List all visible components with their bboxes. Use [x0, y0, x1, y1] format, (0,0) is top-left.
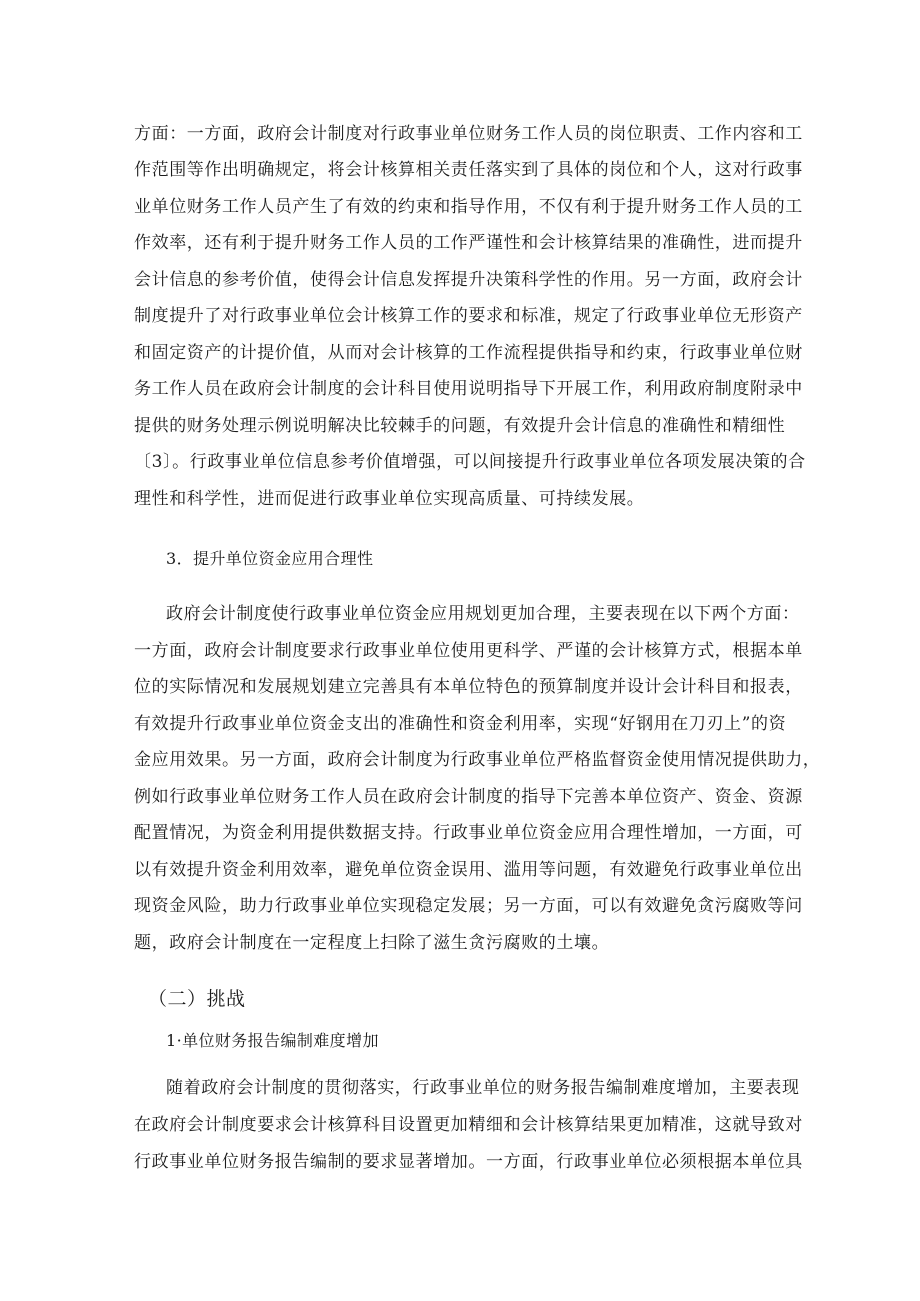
- section-heading-challenge: （二）挑战: [148, 988, 246, 1010]
- paragraph-line: 一方面，政府会计制度要求行政事业单位使用更科学、严谨的会计核算方式，根据本单: [134, 641, 803, 661]
- paragraph-line: 例如行政事业单位财务工作人员在政府会计制度的指导下完善本单位资产、资金、资源: [134, 787, 803, 807]
- paragraph-line: 题，政府会计制度在一定程度上扫除了滋生贪污腐败的土壤。: [134, 933, 610, 953]
- paragraph-line: 位的实际情况和发展规划建立完善具有本单位特色的预算制度并设计会计科目和报表，: [134, 677, 803, 697]
- paragraph-line: 会计信息的参考价值，使得会计信息发挥提升决策科学性的作用。另一方面，政府会计: [134, 270, 803, 290]
- paragraph-line: 〔3〕。行政事业单位信息参考价值增强，可以间接提升行政事业单位各项发展决策的合: [134, 452, 806, 472]
- paragraph-line: 行政事业单位财务报告编制的要求显著增加。一方面，行政事业单位必须根据本单位具: [134, 1152, 803, 1172]
- paragraph-line: 作效率，还有利于提升财务工作人员的工作严谨性和会计核算结果的准确性，进而提升: [134, 233, 803, 253]
- paragraph-line: 理性和科学性，进而促进行政事业单位实现高质量、可持续发展。: [134, 489, 645, 509]
- paragraph-line: 随着政府会计制度的贯彻落实，行政事业单位的财务报告编制难度增加，主要表现: [166, 1078, 800, 1098]
- section-heading-3: 3．提升单位资金应用合理性: [166, 549, 374, 568]
- paragraph-line: 在政府会计制度要求会计核算科目设置更加精细和会计核算结果更加精准，这就导致对: [134, 1115, 803, 1135]
- paragraph-line: 配置情况，为资金利用提供数据支持。行政事业单位资金应用合理性增加，一方面，可: [134, 823, 803, 843]
- paragraph-line: 政府会计制度使行政事业单位资金应用规划更加合理，主要表现在以下两个方面：: [166, 604, 800, 624]
- paragraph-line: 现资金风险，助力行政事业单位实现稳定发展；另一方面，可以有效避免贪污腐败等问: [134, 896, 803, 916]
- paragraph-line: 和固定资产的计提价值，从而对会计核算的工作流程提供指导和约束，行政事业单位财: [134, 343, 803, 363]
- paragraph-line: 以有效提升资金利用效率，避免单位资金误用、滥用等问题，有效避免行政事业单位出: [134, 860, 803, 880]
- paragraph-line: 金应用效果。另一方面，政府会计制度为行政事业单位严格监督资金使用情况提供助力，: [134, 750, 821, 770]
- paragraph-line: 作范围等作出明确规定，将会计核算相关责任落实到了具体的岗位和个人，这对行政事: [134, 160, 803, 180]
- paragraph-line: 务工作人员在政府会计制度的会计科目使用说明指导下开展工作，利用政府制度附录中: [134, 379, 803, 399]
- paragraph-line: 提供的财务处理示例说明解决比较棘手的问题，有效提升会计信息的准确性和精细性: [134, 416, 786, 436]
- paragraph-line: 业单位财务工作人员产生了有效的约束和指导作用，不仅有利于提升财务工作人员的工: [134, 197, 803, 217]
- paragraph-line: 方面：一方面，政府会计制度对行政事业单位财务工作人员的岗位职责、工作内容和工: [134, 124, 803, 144]
- paragraph-line: 制度提升了对行政事业单位会计核算工作的要求和标准，规定了行政事业单位无形资产: [134, 306, 803, 326]
- paragraph-line: 有效提升行政事业单位资金支出的准确性和资金利用率，实现“好钢用在刀刃上”的资: [134, 714, 787, 734]
- section-heading-1: 1·单位财务报告编制难度增加: [166, 1031, 379, 1050]
